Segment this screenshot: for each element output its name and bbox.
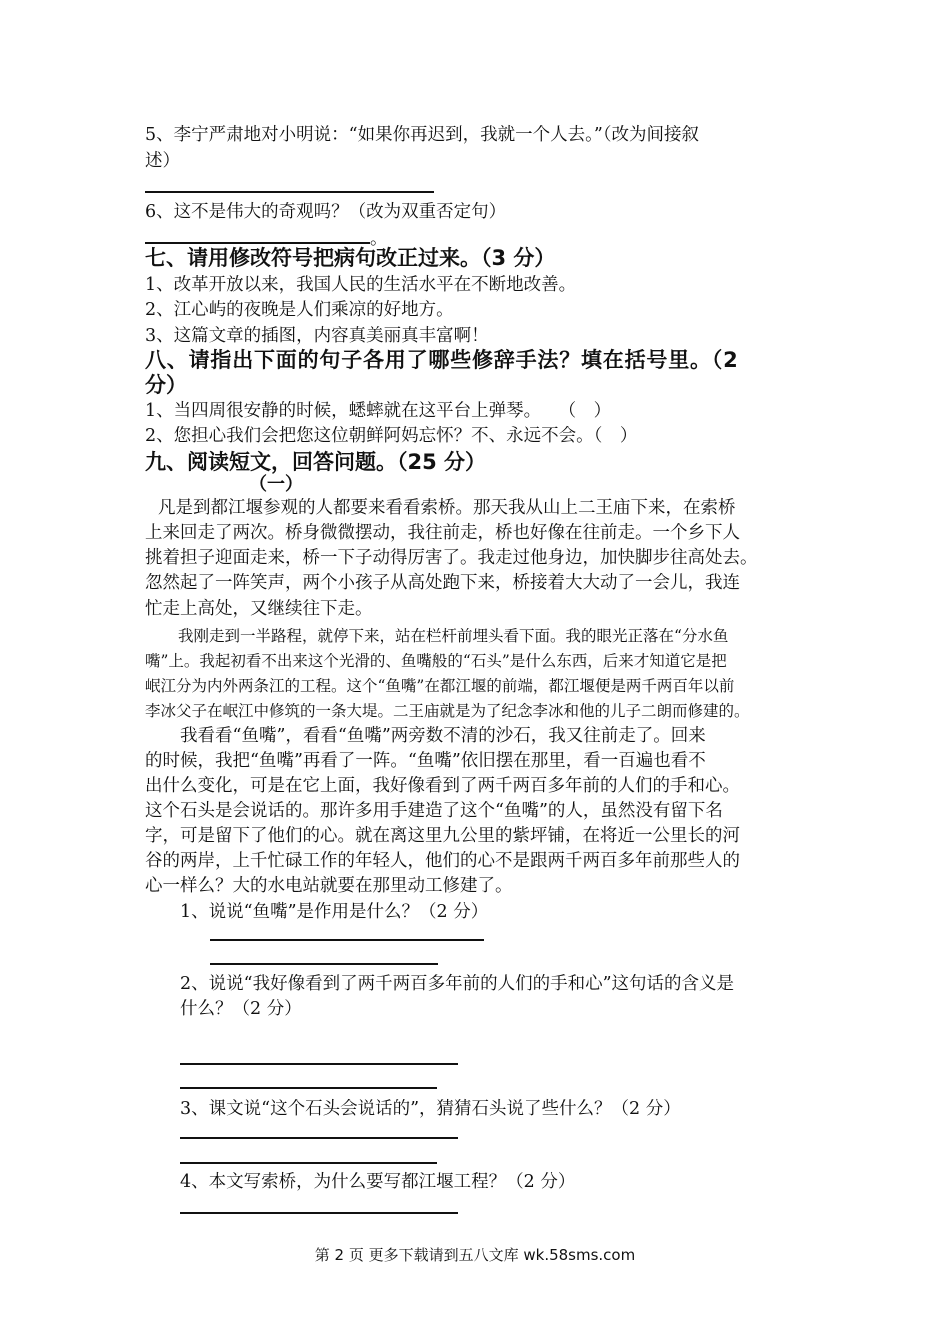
section7-heading: 七、请用修改符号把病句改正过来。（3 分） [145,246,556,270]
section8-heading-line2: 分） [145,373,187,397]
q4-answer-line [180,1212,458,1214]
question-2-line2: 什么？（2 分） [180,999,302,1019]
question-1: 1、说说“鱼嘴”是作用是什么？（2 分） [180,902,489,922]
para1-line-3: 挑着担子迎面走来，桥一下子动得厉害了。我走过他身边，加快脚步往高处去。 [145,548,758,568]
para3-line-1: 我看看“鱼嘴”，看看“鱼嘴”两旁数不清的沙石，我又往前走了。回来 [180,726,706,746]
para1-line-5: 忙走上高处，又继续往下走。 [145,599,373,619]
q6-answer-line [145,242,370,244]
q3-answer-line-2 [180,1162,437,1164]
para3-line-3: 出什么变化，可是在它上面，我好像看到了两千两百多年前的人们的手和心。 [145,776,740,796]
para1-line-2: 上来回走了两次。桥身微微摆动，我往前走，桥也好像在往前走。一个乡下人 [145,523,740,543]
section7-item-2: 2、江心屿的夜晚是人们乘凉的好地方。 [145,300,454,320]
q1-answer-line-1 [210,939,484,941]
section8-heading-line1: 八、请指出下面的句子各用了哪些修辞手法？填在括号里。（2 [145,348,739,372]
para2-line-4: 李冰父子在岷江中修筑的一条大堤。二王庙就是为了纪念李冰和他的儿子二朗而修建的。 [145,702,750,720]
para3-line-5: 字，可是留下了他们的心。就在离这里九公里的紫坪铺，在将近一公里长的河 [145,826,740,846]
para2-line-2: 嘴”上。我起初看不出来这个光滑的、鱼嘴般的“石头”是什么东西，后来才知道它是把 [145,652,727,670]
q2-answer-line-2 [180,1087,437,1089]
q5-line2: 述） [145,151,180,171]
section7-item-1: 1、改革开放以来，我国人民的生活水平在不断地改善。 [145,275,577,295]
section9-heading: 九、阅读短文，回答问题。（25 分） [145,450,487,474]
para1-line-4: 忽然起了一阵笑声，两个小孩子从高处跑下来，桥接着大大动了一会儿，我连 [145,573,740,593]
passage-part-label: （一） [249,474,303,495]
question-2-line1: 2、说说“我好像看到了两千两百多年前的人们的手和心”这句话的含义是 [180,974,735,994]
page-footer: 第 2 页 更多下载请到五八文库 wk.58sms.com [314,1246,636,1264]
q5-answer-line [145,191,434,193]
q6-text: 6、这不是伟大的奇观吗？（改为双重否定句） [145,202,507,222]
section8-item-1: 1、当四周很安静的时候，蟋蟀就在这平台上弹琴。 （ ） [145,401,612,421]
question-3: 3、课文说“这个石头会说话的”，猜猜石头说了些什么？（2 分） [180,1099,681,1119]
para2-line-1: 我刚走到一半路程，就停下来，站在栏杆前埋头看下面。我的眼光正落在“分水鱼 [178,627,729,645]
q3-answer-line-1 [180,1137,458,1139]
q2-answer-line-1 [180,1063,458,1065]
q5-line1: 5、李宁严肃地对小明说：“如果你再迟到，我就一个人去。”（改为间接叙 [145,125,700,145]
q1-answer-line-2 [210,963,438,965]
para2-line-3: 岷江分为内外两条江的工程。这个“鱼嘴”在都江堰的前端，都江堰便是两千两百年以前 [145,677,735,695]
para3-line-6: 谷的两岸，上千忙碌工作的年轻人，他们的心不是跟两千两百多年前那些人的 [145,851,740,871]
para1-line-1: 凡是到都江堰参观的人都要来看看索桥。那天我从山上二王庙下来，在索桥 [158,498,736,518]
para3-line-2: 的时候，我把“鱼嘴”再看了一阵。“鱼嘴”依旧摆在那里，看一百遍也看不 [145,751,706,771]
section7-item-3: 3、这篇文章的插图，内容真美丽真丰富啊！ [145,326,489,346]
para3-line-4: 这个石头是会说话的。那许多用手建造了这个“鱼嘴”的人，虽然没有留下名 [145,801,723,821]
question-4: 4、本文写索桥，为什么要写都江堰工程？（2 分） [180,1172,576,1192]
section8-item-2: 2、您担心我们会把您这位朝鲜阿妈忘怀？不、永远不会。（ ） [145,426,638,446]
q6-end-mark: 。 [370,229,388,249]
para3-line-7: 心一样么？大的水电站就要在那里动工修建了。 [145,876,513,896]
